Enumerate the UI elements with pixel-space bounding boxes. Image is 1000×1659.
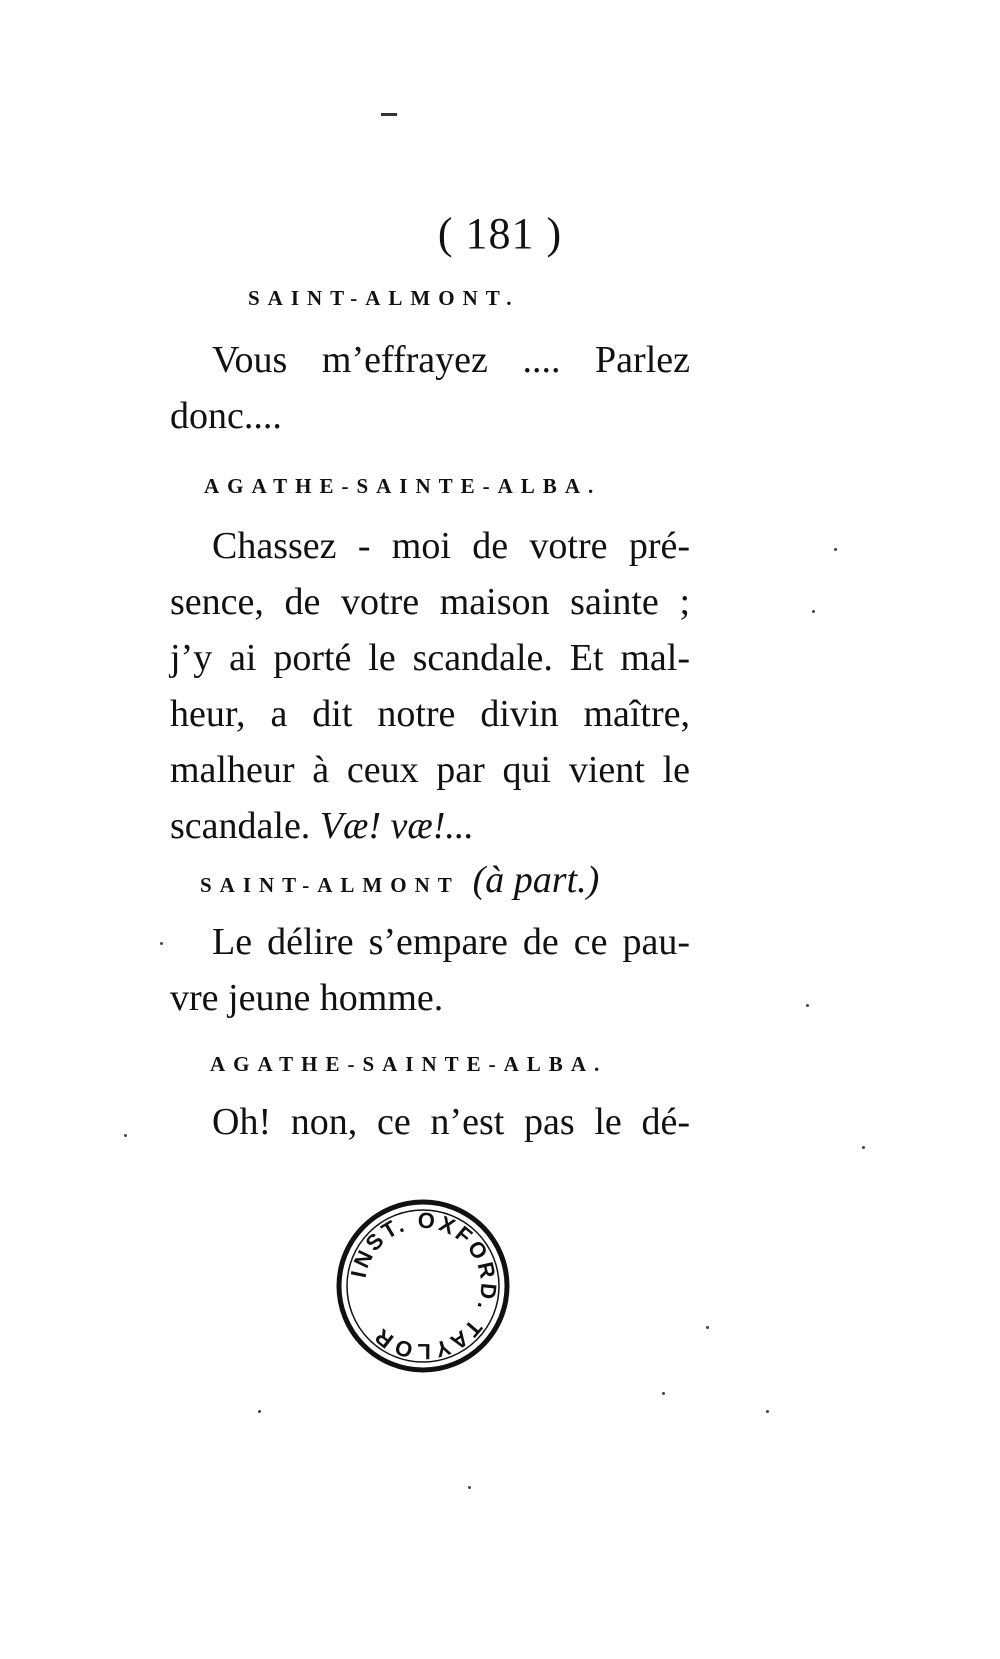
speaker-saint-almont-2 <box>200 858 599 902</box>
library-stamp <box>335 1198 511 1374</box>
speech-agathe-sainte-alba-1 <box>170 518 690 854</box>
speech-line: donc.... <box>170 395 282 437</box>
speaker-agathe-sainte-alba-1: AGATHE-SAINTE-ALBA. <box>204 474 602 498</box>
stamp-text-path: INST. OXFORD. TAYLOR <box>345 1207 502 1365</box>
page-number: ( 181 ) <box>437 209 563 258</box>
scan-speck <box>812 610 815 613</box>
header-dash <box>381 113 397 116</box>
speech-line: vre jeune homme. <box>170 977 444 1019</box>
speaker-name: SAINT-ALMONT <box>200 873 460 897</box>
speech-agathe-sainte-alba-2 <box>170 1094 690 1150</box>
scan-speck <box>806 1004 809 1007</box>
speech-line: Le délire s’empare de ce pau- <box>212 921 690 963</box>
scan-speck <box>468 1486 471 1489</box>
latin-exclamation: Væ! væ!... <box>319 805 474 847</box>
scan-speck <box>706 1326 709 1329</box>
speech-line: sence, de votre maison sainte ; <box>170 581 690 623</box>
stamp-text <box>346 1207 502 1364</box>
speech-line: Oh! non, ce n’est pas le dé- <box>212 1101 690 1143</box>
speech-line: Vous m’effrayez .... Parlez <box>212 339 690 381</box>
scan-speck <box>124 1134 127 1137</box>
speech-line: j’y ai porté le scandale. Et mal- <box>170 637 690 679</box>
speech-line: malheur à ceux par qui vient le <box>170 749 690 791</box>
scan-speck <box>258 1410 261 1413</box>
scan-speck <box>862 1146 865 1149</box>
speech-line: heur, a dit notre divin maître, <box>170 693 690 735</box>
speaker-agathe-sainte-alba-2: AGATHE-SAINTE-ALBA. <box>210 1052 608 1076</box>
speaker-saint-almont-1: SAINT-ALMONT. <box>248 286 520 310</box>
scan-speck <box>834 548 837 551</box>
scan-speck <box>160 942 163 945</box>
stage-direction: (à part.) <box>472 859 600 901</box>
speech-line: Chassez - moi de votre pré- <box>212 525 690 567</box>
scan-speck <box>662 1392 665 1395</box>
speech-saint-almont-2 <box>170 914 690 1026</box>
speech-line <box>170 798 690 854</box>
speech-text: scandale. <box>170 805 311 847</box>
scan-speck <box>766 1410 769 1413</box>
speech-saint-almont-1 <box>170 332 690 444</box>
